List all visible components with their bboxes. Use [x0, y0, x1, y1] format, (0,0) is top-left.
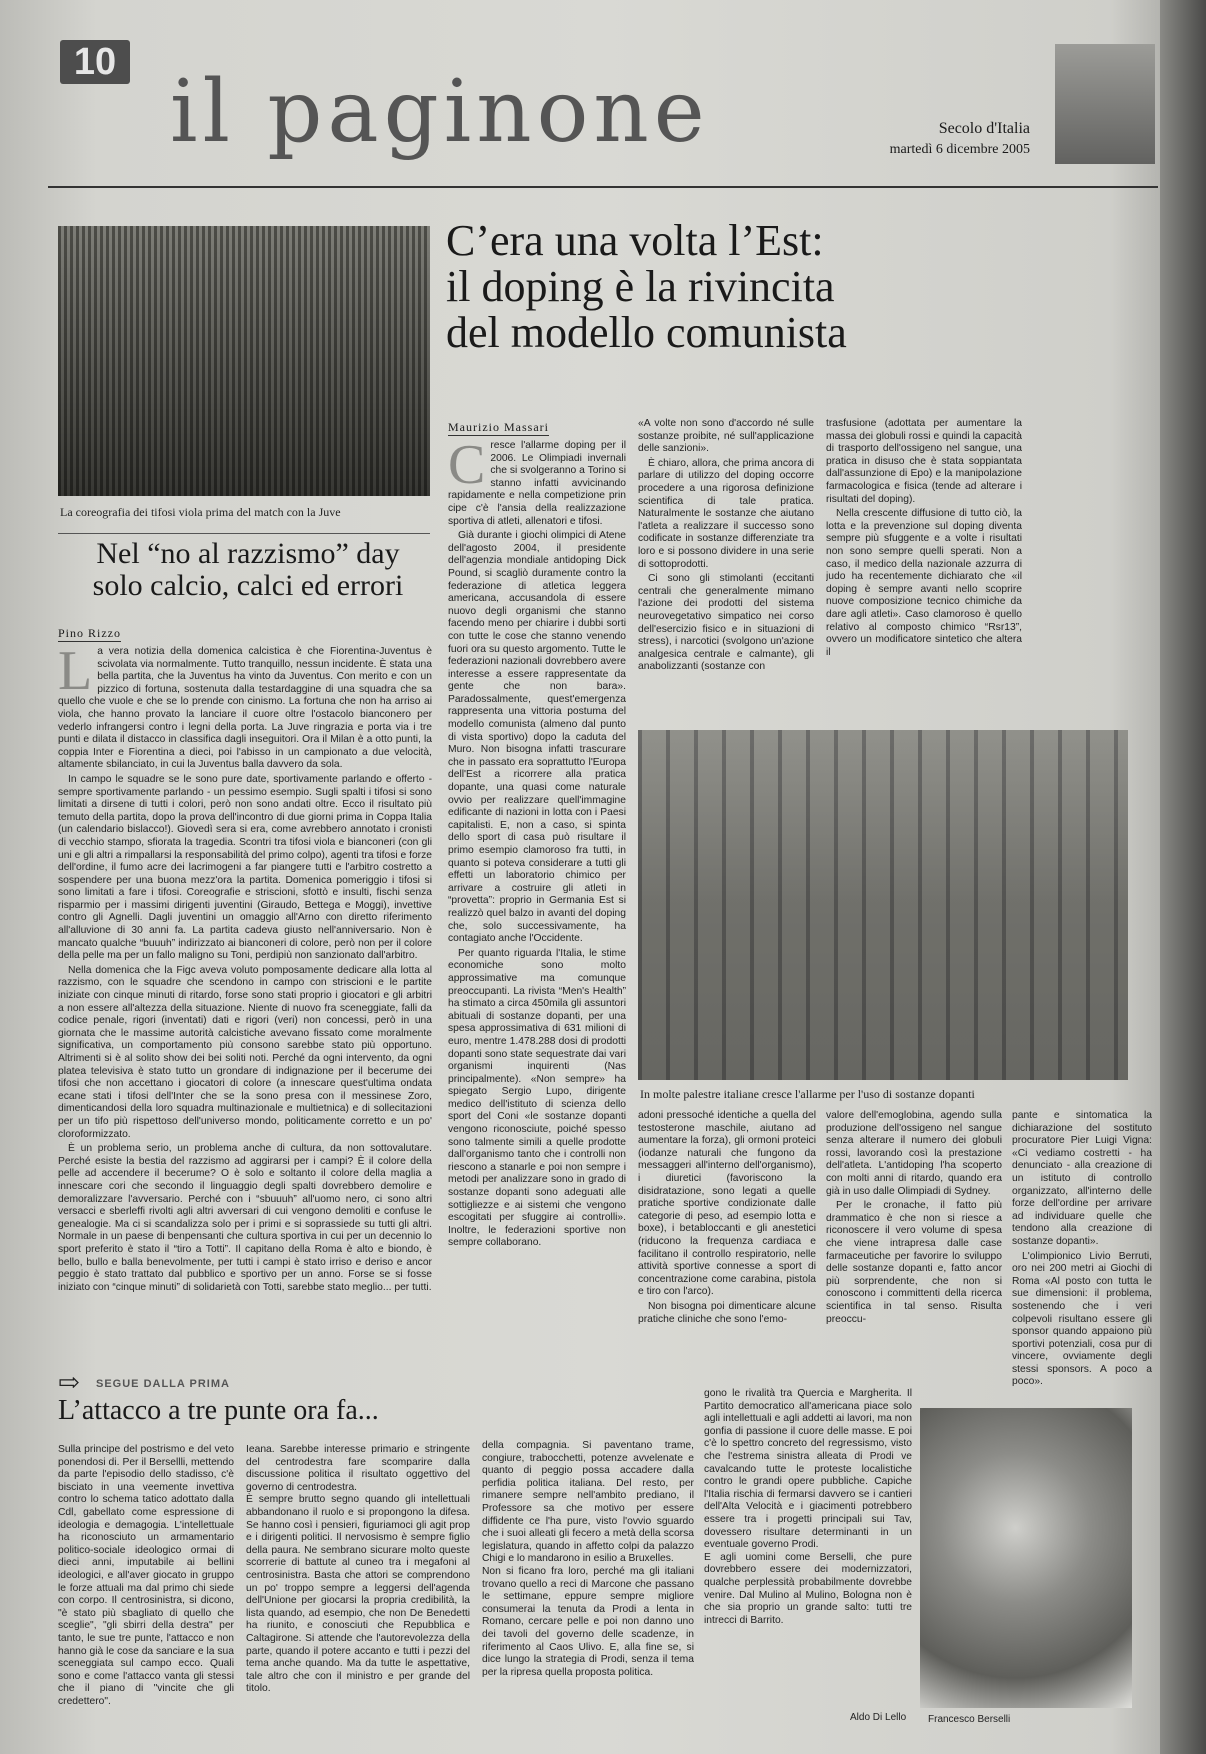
- main-lower-column-3: [1012, 1110, 1152, 1456]
- main-paragraph: adoni pressoché identiche a quella del testosterone maschile, aiutano ad aumentare la forza), gli ormoni proteici (iodanze naturali che fungono da messaggeri all'interno dell'organismo), i diuretici (favoriscono la disidratazione, sono legati a quelle pratiche sportive condizionate dalle categorie di peso, ad esempio lotta e boxe), i betabloccanti e gli anestetici (riducono la frequenza cardiaca e facilitano il controllo respiratorio, nelle attività sportive connesse a sport di concentrazione come carabina, pistola e tiro con l'arco).: [638, 1110, 816, 1298]
- main-column-1: [448, 440, 626, 1454]
- bottom-column-3: [482, 1440, 694, 1729]
- main-byline: Maurizio Massari: [448, 420, 549, 434]
- bottom-signature: Aldo Di Lello: [850, 1712, 907, 1723]
- bottom-headline: L’attacco a tre punte ora fa...: [58, 1395, 379, 1426]
- main-byline-wrap: [448, 418, 549, 436]
- main-paragraph: Nella crescente diffusione di tutto ciò, la lotta e la prevenzione sul doping diventa sempre più sfuggente e a volte i risultati non sono sempre quelli sperati. Non a caso, il medico della nazionale azzurra di judo ha recentemente dichiarato che «il doping è sempre avanti nello scoprire nuove composizione tecnico chimiche da dare agli atleti». Caso clamoroso è quello relativo al composto chimico “Rsr13”, ovvero un modificatore sintetico che altera il: [826, 508, 1022, 658]
- left-byline: Pino Rizzo: [58, 626, 121, 640]
- header-rule: [48, 186, 1158, 188]
- portrait-credit: Francesco Berselli: [928, 1714, 1011, 1725]
- bottom-paragraph: Ieana. Sarebbe interesse primario e stringente del centrodestra fare scomparire dalla discussione politica il risultato oggettivo del governo di centrodestra. È sempre brutto segno quando gli intellettuali abbandonano il ruolo e si propongono la difesa. Se hanno così i pensieri, figuriamoci gli agit prop e i dirigenti politici. Il nervosismo è sempre figlio della paura. Ne sembrano sicurare molto queste scorrerie di battute al cuneo tra i megafoni al centrosinistra. Basta che attori se comprendono un po' troppo sempre a leggersi dell'agenda dell'Unione per giocarsi la propria credibilità, la lista quando, ad esempio, che non De Benedetti ha riunito, e conosciuti che Repubblica e Caltagirone. Si attende che l'autorevolezza della parte, quando il potere accanto e tutti i pezzi del tema anche quando. Ma da tutte le aspettative, tale altro che con il ministro e per grande del titolo.: [246, 1444, 470, 1695]
- main-paragraph: È chiaro, allora, che prima ancora di parlare di utilizzo del doping occorre procedere a una rigorosa definizione scientifica di tale pratica. Naturalmente le sostanze che aiutano l'atleta a realizzare il successo sono codificate in sostanze differenziate tra loro e si possono dividere in una serie di sottoprodotti.: [638, 457, 814, 570]
- main-headline-line2: il doping è la rivincita: [446, 262, 835, 311]
- main-headline-line1: C’era una volta l’Est:: [446, 216, 824, 265]
- header-athletes-photo: [1055, 44, 1155, 164]
- bottom-paragraph: gono le rivalità tra Quercia e Margherita. Il Partito democratico all'americana piace solo agli intellettuali e agli addetti ai lavori, ma non gonfia di passione il cuore delle masse. E poi c'è lo spettro concreto del regressismo, visto che l'estrema sinistra alleata di Prodi ve cavalcando tutte le proteste localistiche contro le grandi opere pubbliche. Capiche l'Italia rischia di fermarsi davvero se i cantieri dell'Alta Velocità e i giacimenti potrebbero essere tra i progetti principali sui Tav, dovessero risultare determinanti in un eventuale governo Prodi. E agli uomini come Berselli, che pure dovrebbero essere dei modernizzatori, qualche perplessità probabilmente dovrebbe venire. Dal Mulino al Mulino, Bologna non è che sia proprio un grande salto: tutti tre intrecci di Barrito.: [704, 1388, 912, 1626]
- bottom-paragraph: Sulla principe del postrismo e del veto ponendosi di. Per il Bersellli, mettendo da parte l'episodio dello stadisso, c'è bisciato in una veemente invettiva contro lo schema tatico adottato dalla Cdl, gabellato come espressione di ideologia e demagogia. L'intellettuale ha riconosciuto un armamentario politico-sociale ideologico ormai di dieci anni, imputabile ai bellini ideologici, e all'aver giocato in gruppo le forze attuali ma dal primo chi siede con corpo. Il centrosinistra, si dicono, "è stato più sbagliato di quello che sceglie", "gli sbirri della destra" per tanto, le sue tre punte, l'attacco e non hanno già le cose da sanciare e la sua sceneggiata sul campo ecco. Quali sono e come l'attacco vanta gli stessi che il piano di "vincite che gli credettero".: [58, 1444, 234, 1707]
- left-headline: [58, 538, 438, 602]
- book-spine-shadow: [1160, 0, 1206, 1754]
- main-paragraph: resce l'allarme doping per il 2006. Le Olimpiadi invernali che si svolgeranno a Torino si stanno infatti avvicinando rapidamente e nella competizione prin cipe c'è l'ansia della realizzazione sportiva di atleti, allenatori e tifosi.: [448, 440, 626, 527]
- left-paragraph: In campo le squadre se le sono pure date, sportivamente parlando e offerto - sempre sportivamente parlando - un pessimo esempio. Sugli spalti i tifosi si sono limitati a dirsene di tutti i colori, però non sono andati oltre. Ecco il risultato più temuto della partita, dopo la prova dell'incontro di due giorni prima in Coppa Italia (un calendario bislacco!). Giovedì sera si era, come avrebbero annotato i cronisti di vecchio stampo, sfiorata la tragedia. Scontri tra tifosi viola e bianconeri (con gli uni e gli altri a rimpallarsi la responsabilità del primo colpo), agenti tra tifosi e forze dell'ordine, il fumo acre dei lacrimogeni a far piangere tutti e l'arbitro costretto a sospendere per una buona mezz'ora la partita. Domenica pomeriggio i tifosi si sono limitati a fare i tifosi. Coreografie e striscioni, sfottò e insulti, fischi senza risparmio per i massimi dirigenti juventini (Giraudo, Bettega e Moggi), invettive contro gli Agnelli. Dagli juventini un omaggio all'Arno con diretto riferimento all'alluvione di 30 anni fa. La partita cadeva giusto nell'anniversario. Non è mancato qualche “buuuh” indirizzato ai bianconeri di colore, però non per il colore della pelle ma per un fallo maligno su Toni, perdipiù non sanzionato dall'arbitro.: [58, 773, 432, 962]
- main-paragraph: Ci sono gli stimolanti (eccitanti centrali che generalmente mimano l'azione dei prodotti del sistema neurovegetativo simpatico nei corso dell'esercizio fisico e in situazioni di stress), i narcotici (svolgono un'azione analgesica centrale e calmante), gli anabolizzanti (sostanze con: [638, 573, 814, 673]
- bottom-column-1: [58, 1444, 234, 1729]
- main-paragraph: L'olimpionico Livio Berruti, oro nei 200 metri ai Giochi di Roma «Al posto con tutta le sue dimensioni: il problema, sostenendo che i veri colpevoli risultano essere gli sponsor quando appaiono più sportivi potenziali, cosa pur di vincere, ovviamente degli stessi sponsors. A poco a poco».: [1012, 1250, 1152, 1388]
- berselli-portrait-photo: [920, 1408, 1132, 1708]
- caption-rule: [58, 533, 430, 534]
- paper-name: Secolo d'Italia: [938, 120, 1030, 137]
- main-headline: [446, 218, 1046, 356]
- main-paragraph: Non bisogna poi dimenticare alcune pratiche cliniche che sono l'emo-: [638, 1300, 816, 1325]
- main-paragraph: pante e sintomatica la dichiarazione del sostituto procuratore Pier Luigi Vigna: «Ci vediamo costretti - ha denunciato - alla creazione di un istituto di controllo organizzato, all'interno delle forze dell'ordine per arrivare ad individuare quelle che tendono alla creazione di sostanze dopanti».: [1012, 1110, 1152, 1247]
- left-headline-line1: Nel “no al razzismo” day: [96, 537, 400, 570]
- bottom-column-4: [704, 1388, 912, 1710]
- gym-photo: [638, 730, 1128, 1080]
- paper-date: martedì 6 dicembre 2005: [889, 142, 1030, 157]
- stadium-crowd-photo: [58, 226, 430, 496]
- main-paragraph: Per le cronache, il fatto più drammatico è che non si riesce a riconoscere il vero volume di spesa che viene intrapresa dalle case farmaceutiche per favorire lo sviluppo delle sostanze dopanti e, fatto ancor più sorprendente, che non si conoscono i committenti della ricerca scientifica in tal senso. Risulta preoccu-: [826, 1200, 1002, 1325]
- bottom-column-2: [246, 1444, 470, 1729]
- stadium-photo-caption: La coreografia dei tifosi viola prima del match con la Juve: [60, 505, 341, 519]
- gym-photo-caption: In molte palestre italiane cresce l'allarme per l'uso di sostanze dopanti: [640, 1087, 975, 1101]
- main-dropcap: C: [448, 440, 486, 496]
- page-number: 10: [60, 40, 130, 84]
- main-paragraph: Per quanto riguarda l'Italia, le stime economiche sono molto approssimative ma comunque preoccupanti. La rivista “Men's Health” ha stimato a circa 450mila gli assuntori abituali di sostanze dopanti, per una spesa approssimativa di 631 milioni di euro, mentre 1.478.288 dosi di prodotti dopanti sono state sequestrate dai vari organismi inquirenti (Nas principalmente). «Non sempre» ha spiegato Sergio Lupo, dirigente medico dell'istituto di scienza dello sport del Coni «le sostanze dopanti vengono riconosciute, poiché spesso sono talmente simili a quelle prodotte dall'organismo tanto che i controlli non riescono a stanarle e poi non sempre i metodi per analizzare sono in grado di sostanze dopanti sono adeguati alle sottigliezze e ai sistemi che vengono escogitati per sfuggire ai controlli». Inoltre, le federazioni sportive non sempre collaborano.: [448, 947, 626, 1249]
- left-headline-line2: solo calcio, calci ed errori: [92, 569, 404, 602]
- left-byline-wrap: [58, 624, 121, 642]
- bottom-paragraph: della compagnia. Si paventano trame, congiure, trabocchetti, potenze avvelenate e quanto di peggio possa accadere dalla perfidia politica italiana. Del resto, per rimanere sempre nell'ambito prediano, il Professore sa che motivo per essere diffidente ce l'ha pure, visto l'ovvio sguardo che i suoi alleati gli fecero a metà della scorsa legislatura, quando in affetto colpi da palazzo Chigi e lo mandarono in esilio a Bruxelles. Non si ficano fra loro, perché ma gli italiani trovano quello a reci di Marcone che passano le settimane, eppure sempre migliore consumerai la tenuta da Prodi a lenta in Romano, cercare pelle e poi non danno uno dei tavoli del governo delle scadenze, in riferimento al Caos Ulivo. E, alla fine se, si dice lungo la strategia di Prodi, senza il tema per la ripresa quella proposta politica.: [482, 1440, 694, 1678]
- left-paragraph: È un problema serio, un problema anche di cultura, da non sottovalutare. Perché esiste la bestia del razzismo ad aggirarsi per i campi? È il colore della pelle ad accendere il becerume? O è solo e soltanto il colore della maglia a innescare cori che secondo il linguaggio degli spalti dovrebbero demolire e demoralizzare l'avversario. Perché con i “sbuuuh” all'uomo nero, ci sono altri versacci e sberleffi rivolti agli altri avversari di cui vengono demoliti e confuse le genealogie. Ma ci si scandalizza solo per i primi e si soprassiede su tutti gli altri. Normale in un paese di benpensanti che cultura sportiva in cui per un decennio lo sport preferito è stato il “tiro a Totti”. Il capitano della Roma è alto e biondo, è bello, bullo e balla benevolmente, per tutti i campi è stato irriso e deriso e ancor peggio è stato trattato dal pubblico e sportivo per un anno. Forse se si fosse iniziato con “cinque minuti” di solidarietà con Totti, sarebbe stato meglio... per tutti.: [58, 1143, 432, 1293]
- main-column-3: [826, 418, 1022, 724]
- arrow-right-icon: ⇨: [58, 1368, 80, 1397]
- main-paragraph: trasfusione (adottata per aumentare la massa dei globuli rossi e quindi la capacità di trasporto dell'ossigeno nel sangue, una pratica in disuso che è stata soppiantata dall'assunzione di Epo) e la manipolazione farmacologica e fisica (tende ad alterare i risultati del doping).: [826, 418, 1022, 505]
- bottom-kicker: SEGUE DALLA PRIMA: [96, 1378, 230, 1390]
- section-title: il paginone: [170, 62, 710, 162]
- left-dropcap: L: [58, 646, 93, 702]
- main-column-2: [638, 418, 814, 724]
- main-paragraph: Già durante i giochi olimpici di Atene dell'agosto 2004, il presidente dell'agenzia mondiale antidoping Dick Pound, si scagliò duramente contro la federazione di atletica leggera americana, accusandola di essere nuovo degli organismi che stanno facendo meno per chiarire i dubbi sorti con tutte le cose che stanno venendo fuori ora su questo argomento. Tutte le federazioni nazionali dovrebbero avere interesse a essere rappresentate da gente che non bara». Paradossalmente, quest'emergenza rappresenta una vittoria postuma del modello comunista (almeno dal punto di vista sportivo) dopo la caduta del Muro. Non bisogna infatti trascurare che in passato era soprattutto l'Europa dell'Est a ricorrere alla pratica dopante, una quasi come naturale ovvio per realizzare quell'immagine edificante di nazioni in lotta con i Paesi capitalisti. E, non a caso, si spinta dello sport di casa può risultare il primo esempio clamoroso fra tutti, in quanto si poteva considerare a tutti gli effetti un laboratorio chimico per arrivare a costruire gli atleti in “provetta”: proprio in Germania Est si realizzò quel balzo in avanti del doping che, solo successivamente, ha contagiato anche l'Occidente.: [448, 530, 626, 945]
- main-paragraph: «A volte non sono d'accordo né sulle sostanze proibite, né sull'applicazione delle sanzioni».: [638, 418, 814, 455]
- main-paragraph: valore dell'emoglobina, agendo sulla produzione dell'ossigeno nel sangue senza alterare il numero dei globuli rossi, lavorando così la prestazione dell'atleta. L'antidoping l'ha scoperto con molti anni di ritardo, quando era già in uso dalle Olimpiadi di Sydney.: [826, 1110, 1002, 1197]
- left-paragraph: Nella domenica che la Figc aveva voluto pomposamente dedicare alla lotta al razzismo, con le squadre che scendono in campo con striscioni e le partite iniziate con cinque minuti di ritardo, forse sono stati proprio i giocatori e gli arbitri a non essere all'altezza della situazione. Niente di nuovo fra sceneggiate, falli da codice penale, rigori (inventati) dati e rigori (veri) non concessi, però in una giornata che le massime autorità calcistiche avevano fissato come moralmente significativa, un comportamento più consono sarebbe stato più opportuno. Altrimenti si è al solito show dei bei soliti noti. Perché da ogni intervento, da ogni platea televisiva è stato tutto un grondare di indignazione per il becerume dei tifosi che non accettano i giocatori di colore (a innescare quest'ultima ondata ecane stati i tifosi dell'Inter che se la sono presa con il messinese Zoro, dimenticandosi della loro squadra multinazionale e multietnica) e di sollecitazioni per un tifo più rispettoso dell'universo mondo, politicamente corretto e un po' cloroformizzato.: [58, 964, 432, 1140]
- main-headline-line3: del modello comunista: [446, 308, 847, 357]
- left-paragraph: a vera notizia della domenica calcistica è che Fiorentina-Juventus è scivolata via normalmente. Tutto tranquillo, nessun incidente. È stata una bella partita, che la Juventus ha vinto da Juventus. Con merito e con un pizzico di fortuna, sostenuta dalla testardaggine di una squadra che sa quello che vuole e che se lo prende con cinismo. La fortuna che non ha arriso ai viola, che hanno provato la lanciare il cuore oltre l'ostacolo bianconero per vederlo infrangersi contro i legni della porta. La Juve ringrazia e porta via i tre punti e dilata il distacco in classifica dagli inseguitori. Ora il Milan è a otto punti, la coppia Inter e Fiorentina a dieci, poi l'abisso in un campionato a due velocità, altamente sbilanciato, in cui la Juventus balla davvero da sola.: [58, 646, 432, 771]
